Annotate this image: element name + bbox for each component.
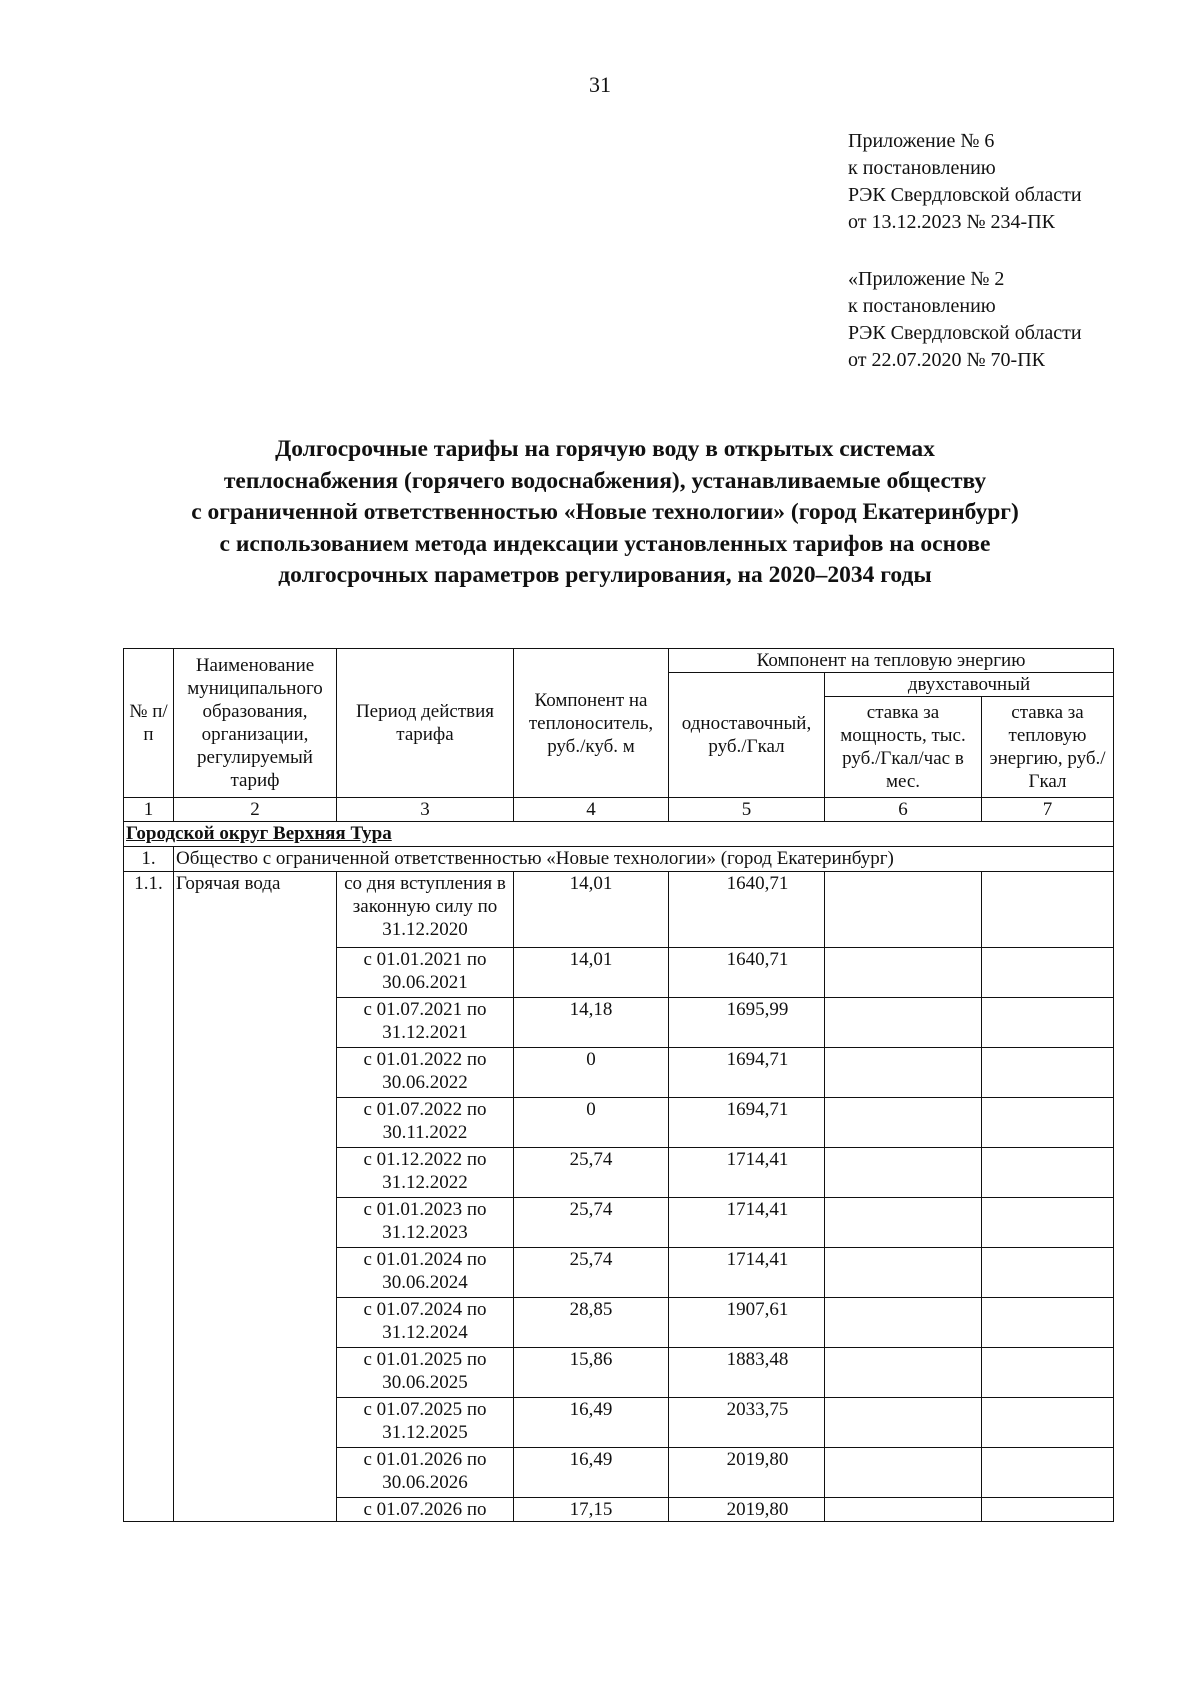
capacity-rate-value: [825, 872, 982, 948]
single-rate-value: 1714,41: [669, 1248, 825, 1298]
single-rate-value: 1640,71: [669, 872, 825, 948]
capacity-rate-value: [825, 1298, 982, 1348]
header-num: № п/п: [124, 649, 174, 798]
coolant-value: 16,49: [514, 1448, 669, 1498]
title-line: с использованием метода индексации установленных тарифов на основе: [219, 530, 991, 557]
column-number-row: [124, 798, 1114, 822]
single-rate-value: 1695,99: [669, 998, 825, 1048]
capacity-rate-value: [825, 948, 982, 998]
single-rate-value: 1694,71: [669, 1098, 825, 1148]
appendix-line: от 13.12.2023 № 234-ПК: [848, 211, 1056, 233]
organization-name: Общество с ограниченной ответственностью «Новые технологии» (город Екатеринбург): [174, 847, 1114, 872]
coolant-value: 0: [514, 1048, 669, 1098]
header-energy-rate: ставка за тепловую энергию, руб./Гкал: [982, 697, 1114, 798]
header-two-rate: двухставочный: [825, 673, 1114, 697]
capacity-rate-value: [825, 1248, 982, 1298]
energy-rate-value: [982, 1198, 1114, 1248]
period: с 01.01.2026 по 30.06.2026: [337, 1448, 514, 1498]
appendix-line: Приложение № 6: [848, 130, 995, 152]
period: с 01.07.2024 по 31.12.2024: [337, 1298, 514, 1348]
single-rate-value: 2019,80: [669, 1448, 825, 1498]
energy-rate-value: [982, 1098, 1114, 1148]
single-rate-value: 1907,61: [669, 1298, 825, 1348]
capacity-rate-value: [825, 1398, 982, 1448]
energy-rate-value: [982, 1348, 1114, 1398]
period: с 01.01.2024 по 30.06.2024: [337, 1248, 514, 1298]
coolant-value: 25,74: [514, 1248, 669, 1298]
capacity-rate-value: [825, 1498, 982, 1522]
energy-rate-value: [982, 872, 1114, 948]
appendix-line: к постановлению: [848, 157, 996, 179]
period: с 01.01.2021 по 30.06.2021: [337, 948, 514, 998]
period: с 01.07.2026 по: [337, 1498, 514, 1522]
header-capacity-rate: ставка за мощность, тыс. руб./Гкал/час в мес.: [825, 697, 982, 798]
appendix-line: от 22.07.2020 № 70-ПК: [848, 349, 1046, 371]
energy-rate-value: [982, 1298, 1114, 1348]
energy-rate-value: [982, 1048, 1114, 1098]
coolant-value: 0: [514, 1098, 669, 1148]
capacity-rate-value: [825, 1098, 982, 1148]
single-rate-value: 1640,71: [669, 948, 825, 998]
single-rate-value: 1694,71: [669, 1048, 825, 1098]
single-rate-value: 1883,48: [669, 1348, 825, 1398]
header-period: Период действия тарифа: [337, 649, 514, 798]
column-number: 7: [982, 798, 1114, 822]
coolant-value: 14,01: [514, 948, 669, 998]
header-name: Наименование муниципального образования, организации, регулируемый тариф: [174, 649, 337, 798]
organization-row: [124, 847, 1114, 872]
document-title: [100, 434, 1110, 592]
capacity-rate-value: [825, 1198, 982, 1248]
period: с 01.01.2025 по 30.06.2025: [337, 1348, 514, 1398]
column-number: 5: [669, 798, 825, 822]
appendix-original: [848, 266, 1082, 374]
period: с 01.12.2022 по 31.12.2022: [337, 1148, 514, 1198]
title-line: долгосрочных параметров регулирования, на 2020–2034 годы: [278, 562, 932, 588]
coolant-value: 14,18: [514, 998, 669, 1048]
coolant-value: 15,86: [514, 1348, 669, 1398]
title-line: с ограниченной ответственностью «Новые технологии» (город Екатеринбург): [191, 499, 1019, 525]
energy-rate-value: [982, 948, 1114, 998]
energy-rate-value: [982, 1498, 1114, 1522]
period: с 01.07.2021 по 31.12.2021: [337, 998, 514, 1048]
energy-rate-value: [982, 998, 1114, 1048]
appendix-line: РЭК Свердловской области: [848, 322, 1082, 344]
period: со дня вступления в законную силу по 31.12.2020: [337, 872, 514, 948]
appendix-line: «Приложение № 2: [848, 268, 1005, 290]
column-number: 1: [124, 798, 174, 822]
period: с 01.01.2023 по 31.12.2023: [337, 1198, 514, 1248]
district-row: [124, 822, 1114, 847]
appendix-line: к постановлению: [848, 295, 996, 317]
page-number: 31: [589, 72, 611, 97]
capacity-rate-value: [825, 1448, 982, 1498]
energy-rate-value: [982, 1148, 1114, 1198]
tariff-table: [123, 648, 1114, 1522]
column-number: 4: [514, 798, 669, 822]
capacity-rate-value: [825, 1148, 982, 1198]
item-num: 1.1.: [124, 872, 174, 1522]
organization-num: 1.: [124, 847, 174, 872]
header-heat-component: Компонент на тепловую энергию: [669, 649, 1114, 673]
item-name: Горячая вода: [174, 872, 337, 1522]
header-coolant: Компонент на теплоноситель, руб./куб. м: [514, 649, 669, 798]
title-line: теплоснабжения (горячего водоснабжения), устанавливаемые обществу: [223, 467, 987, 494]
title-line: Долгосрочные тарифы на горячую воду в открытых системах: [275, 436, 935, 462]
energy-rate-value: [982, 1398, 1114, 1448]
period: с 01.07.2025 по 31.12.2025: [337, 1398, 514, 1448]
coolant-value: 17,15: [514, 1498, 669, 1522]
single-rate-value: 2033,75: [669, 1398, 825, 1448]
column-number: 6: [825, 798, 982, 822]
single-rate-value: 1714,41: [669, 1198, 825, 1248]
appendix-line: РЭК Свердловской области: [848, 184, 1082, 206]
energy-rate-value: [982, 1448, 1114, 1498]
column-number: 2: [174, 798, 337, 822]
header-single-rate: одноставочный, руб./Гкал: [669, 673, 825, 798]
column-number: 3: [337, 798, 514, 822]
coolant-value: 25,74: [514, 1198, 669, 1248]
district-cell: [124, 822, 1114, 847]
coolant-value: 28,85: [514, 1298, 669, 1348]
district-name: Городской округ Верхняя Тура: [126, 823, 392, 844]
header-row: [124, 649, 1114, 673]
capacity-rate-value: [825, 998, 982, 1048]
single-rate-value: 2019,80: [669, 1498, 825, 1522]
coolant-value: 16,49: [514, 1398, 669, 1448]
energy-rate-value: [982, 1248, 1114, 1298]
coolant-value: 14,01: [514, 872, 669, 948]
period: с 01.01.2022 по 30.06.2022: [337, 1048, 514, 1098]
single-rate-value: 1714,41: [669, 1148, 825, 1198]
table-row: [124, 872, 1114, 948]
period: с 01.07.2022 по 30.11.2022: [337, 1098, 514, 1148]
appendix-current: [848, 128, 1082, 236]
capacity-rate-value: [825, 1348, 982, 1398]
coolant-value: 25,74: [514, 1148, 669, 1198]
capacity-rate-value: [825, 1048, 982, 1098]
